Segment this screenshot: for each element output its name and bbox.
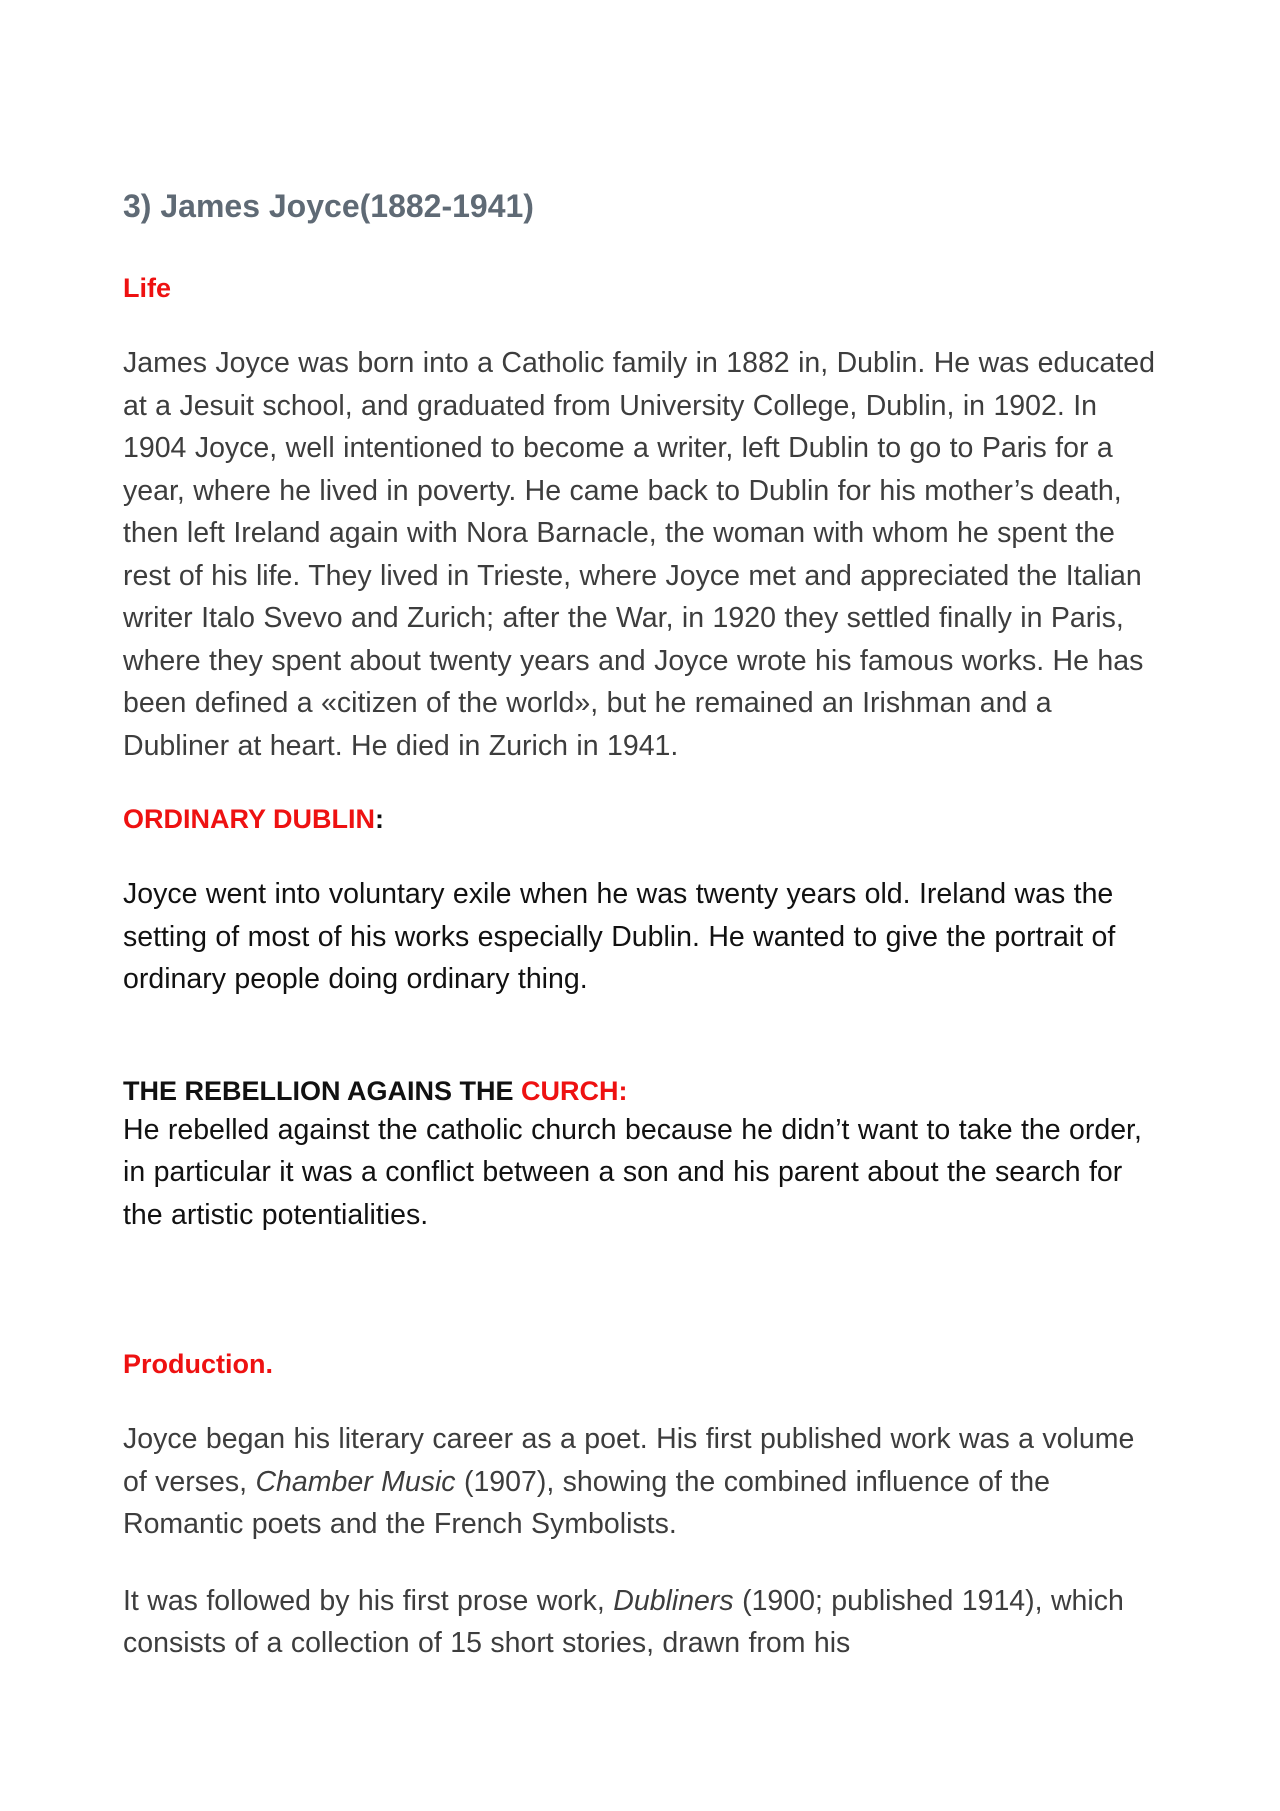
production-p2-text-b: (1900; published 1914), which consists of a collection of 15 short stories, drawn from his [123, 1584, 1124, 1659]
ordinary-dublin-heading [123, 801, 1163, 837]
life-heading: Life [123, 273, 172, 303]
ordinary-dublin-paragraph: Joyce went into voluntary exile when he was twenty years old. Ireland was the setting of most of his works especially Dublin. He wanted to give the portrait of ordinary people doing ordinary thing. [123, 878, 1116, 995]
section-ordinary-dublin [123, 801, 1163, 1001]
rebellion-paragraph: He rebelled against the catholic church because he didn’t want to take the order, in particular it was a conflict between a son and his parent about the search for the artistic potentialities. [123, 1113, 1142, 1231]
production-paragraph-2 [123, 1580, 1163, 1665]
life-paragraph: James Joyce was born into a Catholic family in 1882 in, Dublin. He was educated at a Jesuit school, and graduated from University College, Dublin, in 1902. In 1904 Joyce, well intentioned to become a writer, left Dublin to go to Paris for a year, where he lived in poverty. He came back to Dublin for his mother’s death, then left Ireland again with Nora Barnacle, the woman with whom he spent the rest of his life. They lived in Trieste, where Joyce met and appreciated the Italian writer Italo Svevo and Zurich; after the War, in 1920 they settled finally in Paris, where they spent about twenty years and Joyce wrote his famous works. He has been defined a «citizen of the world», but he remained an Irishman and a Dubliner at heart. He died in Zurich in 1941. [123, 347, 1155, 762]
production-p1-text-a: Joyce began his literary career as a poet. His first published work was a volume of verses, [123, 1423, 1135, 1498]
ordinary-dublin-heading-colon: : [375, 804, 385, 834]
rebellion-heading-highlight: CURCH: [521, 1075, 628, 1106]
document-title: 3) James Joyce(1882-1941) [123, 188, 534, 224]
section-life [123, 270, 1163, 767]
section-rebellion [123, 1073, 1163, 1237]
rebellion-heading [123, 1073, 1163, 1109]
production-heading: Production. [123, 1349, 273, 1379]
ordinary-dublin-heading-text: ORDINARY DUBLIN [123, 804, 376, 834]
production-paragraph-1 [123, 1418, 1163, 1546]
chamber-music-title: Chamber Music [255, 1465, 456, 1498]
production-p2-text-a: It was followed by his first prose work, [123, 1584, 614, 1617]
rebellion-heading-text: THE REBELLION AGAINS THE [123, 1075, 522, 1106]
production-p1-text-b: (1907), showing the combined influence of the Romantic poets and the French Symbolists. [123, 1465, 1050, 1540]
document-page [123, 186, 1163, 1665]
section-production [123, 1346, 1163, 1665]
dubliners-title: Dubliners [613, 1584, 734, 1617]
